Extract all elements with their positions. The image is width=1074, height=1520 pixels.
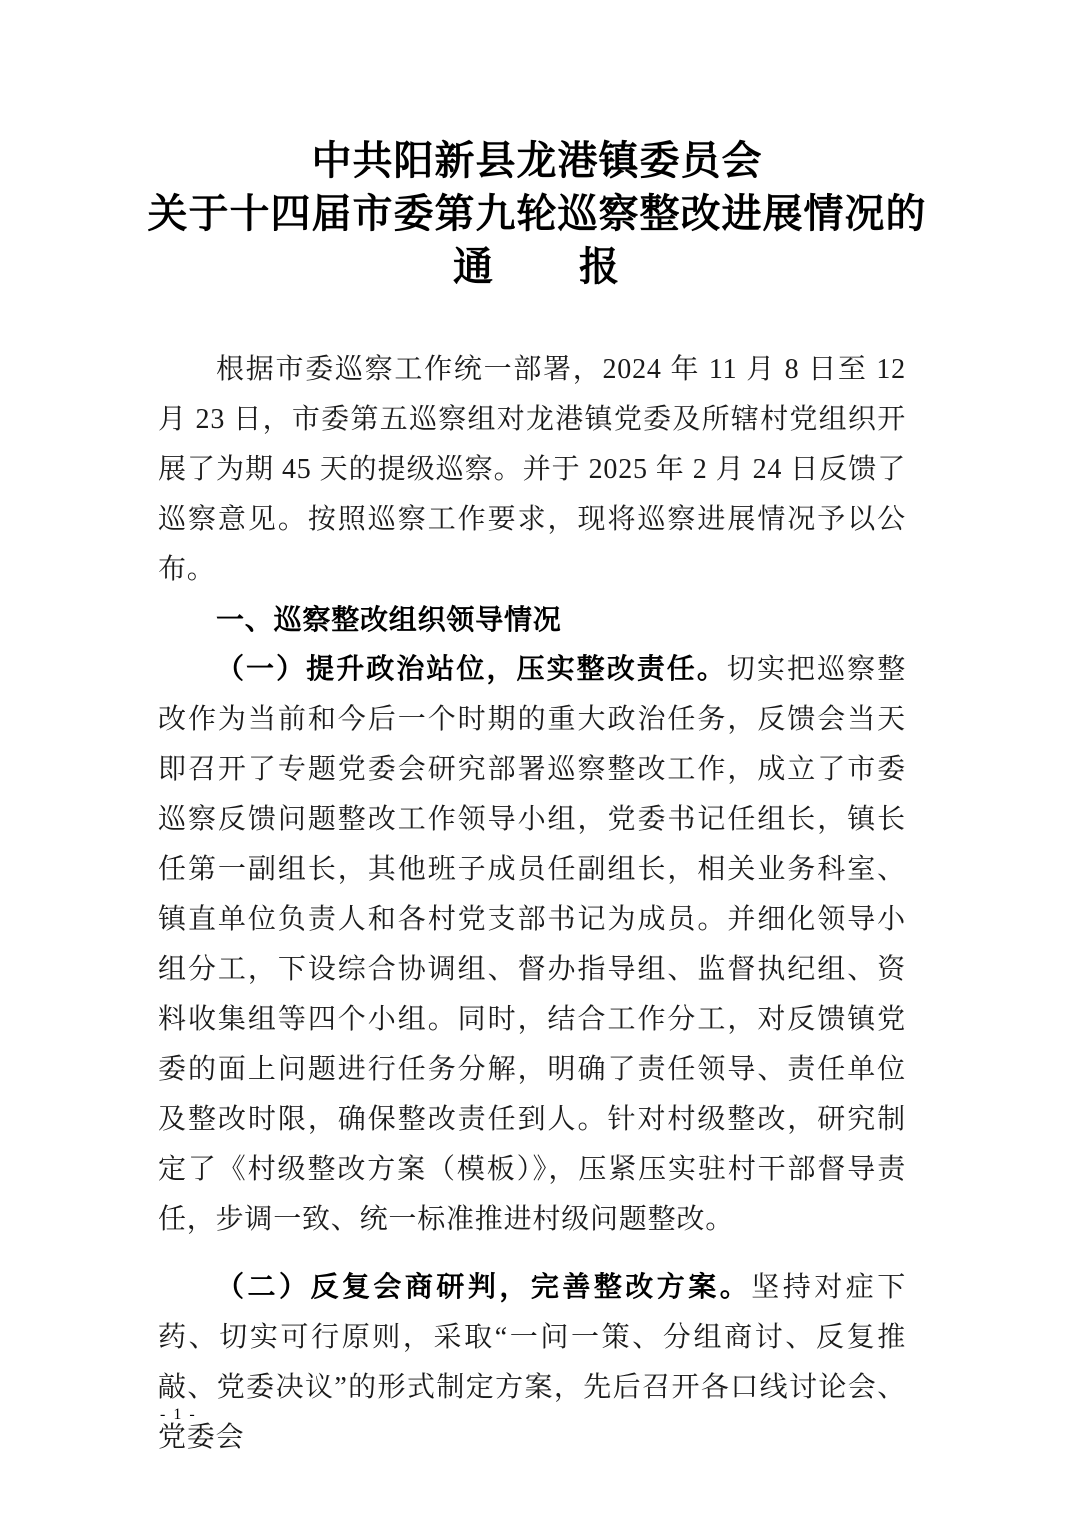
paragraph-item-2-lead: （二）反复会商研判，完善整改方案。 (216, 1272, 752, 1303)
title-line-3: 通 报 (453, 244, 621, 289)
intro-paragraph: 根据市委巡察工作统一部署，2024 年 11 月 8 日至 12 月 23 日，市委第五巡察组对龙港镇党委及所辖村党组织开展了为期 45 天的提级巡察。并于 2025 年 2 月 24 日反馈了巡察意见。按照巡察工作要求，现将巡察进展情况予以公布。 (158, 354, 906, 585)
section-heading-1: 一、巡察整改组织领导情况 (216, 604, 562, 635)
document-body (158, 345, 906, 1463)
page-number: - 1 - (160, 1406, 197, 1423)
paragraph-item-2-text: 坚持对症下药、切实可行原则，采取“一问一策、分组商讨、反复推敲、党委决议”的形式制定方案，先后召开各口线讨论会、党委会 (158, 1272, 906, 1453)
title-line-2: 关于十四届市委第九轮巡察整改进展情况的 (147, 191, 927, 236)
paragraph-item-1-text: 切实把巡察整改作为当前和今后一个时期的重大政治任务，反馈会当天即召开了专题党委会研究部署巡察整改工作，成立了市委巡察反馈问题整改工作领导小组，党委书记任组长，镇长任第一副组长，其他班子成员任副组长，相关业务科室、镇直单位负责人和各村党支部书记为成员。并细化领导小组分工，下设综合协调组、督办指导组、监督执纪组、资料收集组等四个小组。同时，结合工作分工，对反馈镇党委的面上问题进行任务分解，明确了责任领导、责任单位及整改时限，确保整改责任到人。针对村级整改，研究制定了《村级整改方案（模板）》，压紧压实驻村干部督导责任，步调一致、统一标准推进村级问题整改。 (158, 654, 906, 1235)
paragraph-item-1-lead: （一）提升政治站位，压实整改责任。 (216, 654, 727, 685)
paragraph-item-2 (158, 1263, 906, 1463)
paragraph-item-1 (158, 645, 906, 1245)
document-title (0, 0, 1074, 293)
title-line-1: 中共阳新县龙港镇委员会 (311, 138, 763, 183)
